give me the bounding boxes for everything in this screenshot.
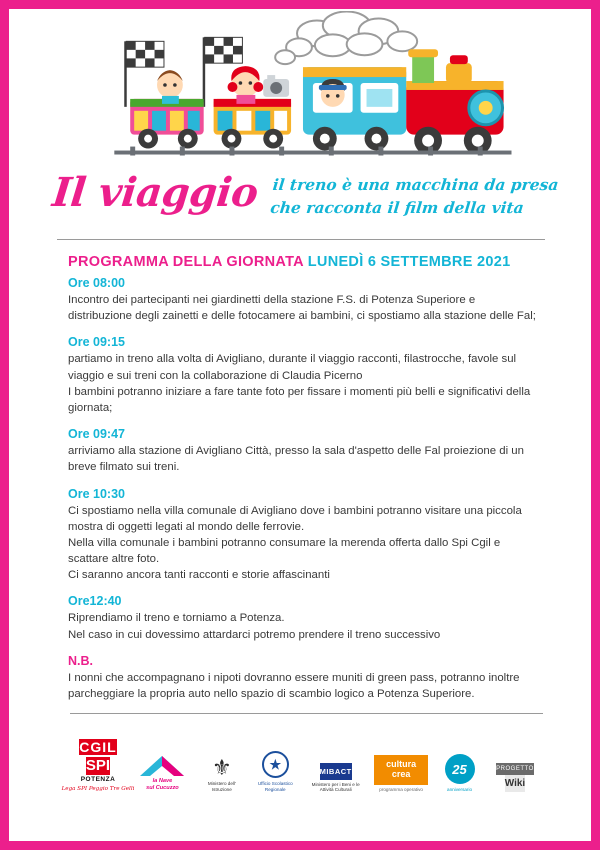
ministero-caption: Ministero dell' Istruzione: [207, 781, 236, 792]
schedule-item-time: Ore 09:15: [68, 335, 125, 350]
spi-label: SPI: [85, 757, 111, 775]
title-block: [35, 161, 565, 237]
schedule-item-note: [68, 654, 539, 702]
schedule-item-text: I nonni che accompagnano i nipoti dovranno essere muniti di green pass, potranno inoltre parcheggiare la propria auto nello spazio di scambio logico a Potenza Superiore.: [68, 671, 520, 700]
mibact-caption: Ministero per i Beni e le Attività Culturali: [311, 782, 360, 793]
cultura-caption: programma operativo: [379, 787, 423, 793]
nave-caption: la Nave sul Cucuzzo: [146, 778, 179, 791]
schedule-item: [68, 427, 539, 475]
schedule-item-text: arriviamo alla stazione di Avigliano Città, presso la sala d'aspetto delle Fal proiezione di un breve filmato sui treni.: [68, 445, 524, 474]
shield-icon: ★: [262, 751, 289, 778]
logo-mibact: [307, 763, 365, 792]
schedule-list: [68, 276, 565, 702]
logo-ministero-istruzione: [200, 757, 244, 792]
nave-mark: [134, 752, 190, 792]
schedule-item-text: Incontro dei partecipanti nei giardinetti della stazione F.S. di Potenza Superiore e distribuzione degli zainetti e delle fotocamere ai bambini, ci spostiamo alla stazione delle Fal;: [68, 294, 536, 323]
program-heading-date: LUNEDÌ 6 SETTEMBRE 2021: [307, 254, 511, 270]
schedule-item: [68, 594, 539, 642]
train-illustration-svg: [19, 11, 581, 161]
program-heading-label: PROGRAMMA DELLA GIORNATA: [68, 254, 304, 270]
train-illustration: [19, 11, 581, 161]
logo-wiki: [491, 763, 539, 792]
logo-cgil-spi-potenza: [61, 739, 135, 793]
title-divider: [57, 239, 545, 240]
schedule-item: [68, 335, 539, 416]
schedule-item-text: Ci spostiamo nella villa comunale di Avigliano dove i bambini potranno visitare una piccola mostra di oggetti legati al mondo delle ferrovie. Nella villa comunale i bambini potranno consumare la merenda offerta dallo Spi Cgil e scattare altre foto. Ci saranno ancora tanti racconti e storie affascinanti: [68, 504, 522, 582]
schedule-item-time: Ore12:40: [68, 594, 122, 609]
page-subtitle: [269, 165, 560, 220]
cgil-label: CGIL: [79, 739, 117, 756]
schedule-item-text: Riprendiamo il treno e torniamo a Potenza. Nel caso in cui dovessimo attardarci potremo prendere il treno successivo: [68, 612, 441, 641]
schedule-item-time: Ore 08:00: [68, 276, 125, 290]
schedule-item-time: Ore 10:30: [68, 486, 125, 501]
schedule-item: [68, 487, 539, 584]
footer-logo-strip: [61, 726, 539, 793]
cgil-tagline: Lega SPI Peggio Tre Gelli: [61, 786, 135, 793]
potenza-label: POTENZA: [80, 776, 116, 784]
poster-inner: [9, 11, 591, 843]
program-heading: [68, 254, 565, 270]
crest-icon: ⚜: [211, 755, 232, 781]
ufficio-caption: Ufficio Scolastico Regionale: [257, 781, 293, 792]
logo-la-nave-sul-cucuzzo: [134, 752, 190, 792]
schedule-item: [68, 276, 539, 324]
mibact-label: MIBACT: [320, 763, 352, 780]
wiki-top-label: PROGETTO: [496, 763, 534, 775]
logo-ufficio-scolastico: [253, 751, 297, 792]
schedule-item-text: partiamo in treno alla volta di Avigliano, durante il viaggio racconti, filastrocche, favole sul viaggio e sui treni con la collaborazione di Claudia Picerno I bambini potranno iniziare a fare tante foto per fissare i momenti più belli e significativi della giornata;: [68, 353, 531, 414]
anniversary-caption: anniversario: [447, 787, 473, 793]
wiki-label: Wiki: [505, 775, 525, 792]
subtitle-line-1: il treno è una macchina da presa: [271, 175, 560, 194]
schedule-item-time: Ore 09:47: [68, 427, 125, 442]
logo-anniversario: [438, 754, 482, 792]
logo-cultura-crea: [374, 755, 428, 792]
subtitle-line-2: che racconta il film della vita: [269, 198, 525, 218]
anniversary-badge: 25: [445, 754, 475, 784]
footer-divider: [70, 713, 543, 714]
schedule-item-time: N.B.: [68, 653, 93, 668]
page-title: Il viaggio: [50, 169, 261, 216]
cultura-label: cultura crea: [374, 755, 428, 785]
